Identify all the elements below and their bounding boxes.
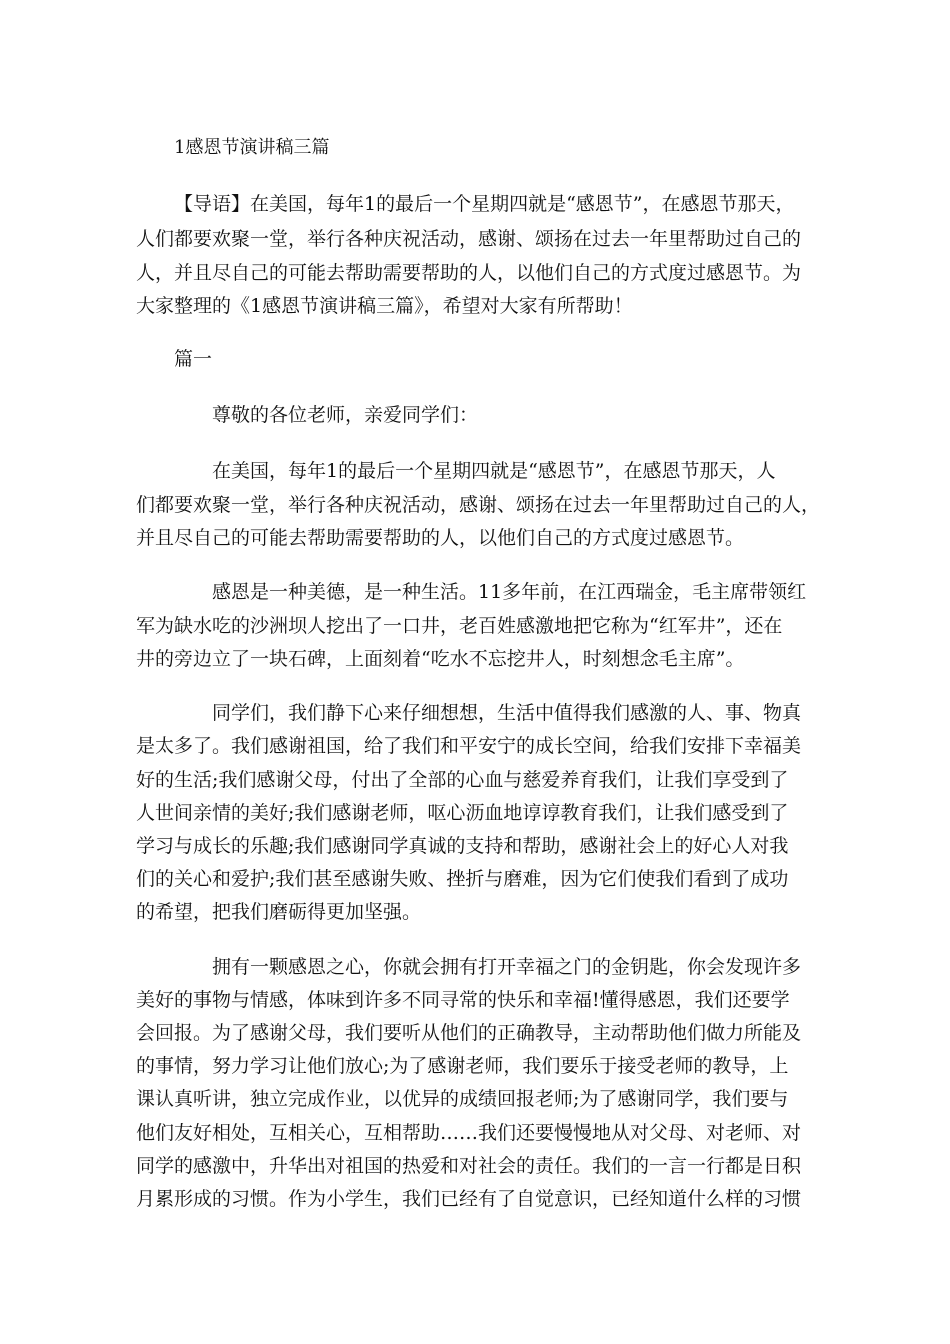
page-title: 1感恩节演讲稿三篇 [174,137,330,158]
paragraph-line: 的希望，把我们磨砺得更加坚强。 [136,901,422,923]
greeting: 尊敬的各位老师，亲爱同学们： [212,404,479,426]
paragraph-line: 人世间亲情的美好;我们感谢老师，呕心沥血地谆谆教育我们，让我们感受到了 [136,802,789,824]
paragraph-line: 们的关心和爱护;我们甚至感谢失败、挫折与磨难，因为它们使我们看到了成功 [136,868,789,890]
paragraph-line: 美好的事物与情感，体味到许多不同寻常的快乐和幸福!懂得感恩，我们还要学 [136,989,790,1011]
intro-line: 【导语】在美国，每年1的最后一个星期四就是“感恩节”，在感恩节那天， [174,193,795,215]
paragraph-line: 拥有一颗感恩之心，你就会拥有打开幸福之门的金钥匙，你会发现许多 [212,956,802,978]
section-heading: 篇一 [174,348,213,370]
paragraph-line: 井的旁边立了一块石碑，上面刻着“吃水不忘挖井人，时刻想念毛主席”。 [136,648,745,670]
intro-line: 大家整理的《1感恩节演讲稿三篇》，希望对大家有所帮助！ [136,295,633,317]
paragraph-line: 的事情，努力学习让他们放心;为了感谢老师，我们要乐于接受老师的教导，上 [136,1055,789,1077]
intro-line: 人们都要欢聚一堂，举行各种庆祝活动，感谢、颂扬在过去一年里帮助过自己的 [136,228,802,250]
paragraph-line: 感恩是一种美德，是一种生活。11多年前，在江西瑞金，毛主席带领红 [212,581,807,603]
paragraph-line: 会回报。为了感谢父母，我们要听从他们的正确教导，主动帮助他们做力所能及 [136,1022,802,1044]
paragraph-line: 课认真听讲，独立完成作业，以优异的成绩回报老师;为了感谢同学，我们要与 [136,1088,789,1110]
paragraph-line: 好的生活;我们感谢父母，付出了全部的心血与慈爱养育我们，让我们享受到了 [136,769,789,791]
paragraph-line: 军为缺水吃的沙洲坝人挖出了一口井，老百姓感激地把它称为“红军井”，还在 [136,615,783,637]
paragraph-line: 同学们，我们静下心来仔细想想，生活中值得我们感激的人、事、物真 [212,702,802,724]
paragraph-line: 并且尽自己的可能去帮助需要帮助的人，以他们自己的方式度过感恩节。 [136,527,745,549]
paragraph-line: 月累形成的习惯。作为小学生，我们已经有了自觉意识，已经知道什么样的习惯 [136,1188,802,1210]
paragraph-line: 他们友好相处，互相关心，互相帮助……我们还要慢慢地从对父母、对老师、对 [136,1122,802,1144]
paragraph-line: 是太多了。我们感谢祖国，给了我们和平安宁的成长空间，给我们安排下幸福美 [136,735,802,757]
paragraph-line: 在美国，每年1的最后一个星期四就是“感恩节”，在感恩节那天，人 [212,460,776,482]
intro-line: 人，并且尽自己的可能去帮助需要帮助的人，以他们自己的方式度过感恩节。为 [136,262,802,284]
paragraph-line: 们都要欢聚一堂，举行各种庆祝活动，感谢、颂扬在过去一年里帮助过自己的人， [136,494,821,516]
paragraph-line: 同学的感激中，升华出对祖国的热爱和对社会的责任。我们的一言一行都是日积 [136,1155,802,1177]
paragraph-line: 学习与成长的乐趣;我们感谢同学真诚的支持和帮助，感谢社会上的好心人对我 [136,835,789,857]
